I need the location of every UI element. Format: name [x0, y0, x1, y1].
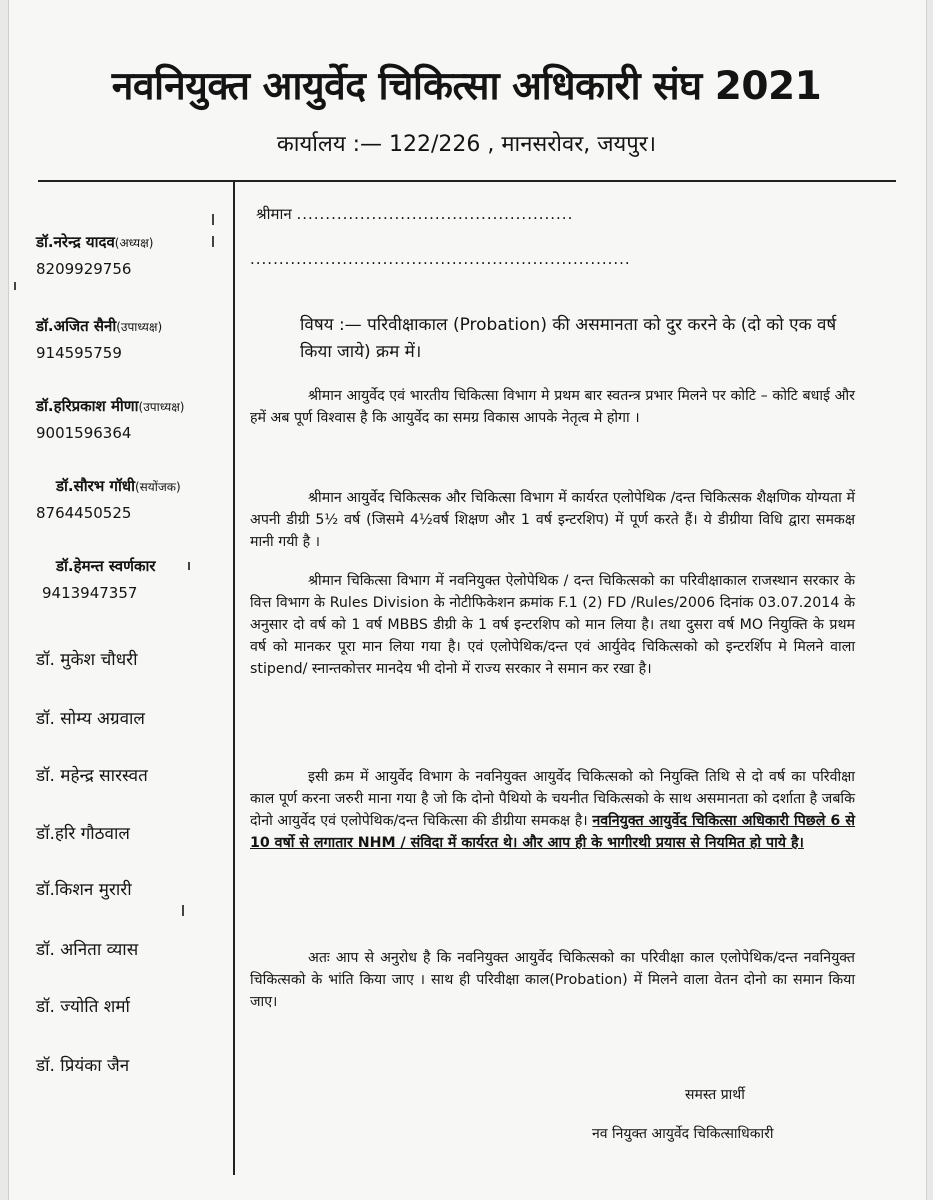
header-divider [38, 180, 896, 182]
member-entry [36, 1053, 129, 1076]
sidebar-divider [233, 180, 235, 1175]
member-name: डॉ. ज्योति शर्मा [36, 997, 130, 1017]
member-role: (अध्यक्ष) [114, 236, 154, 250]
member-entry [36, 316, 162, 362]
closing-signature: नव नियुक्त आयुर्वेद चिकित्साधिकारी [592, 1126, 774, 1142]
member-name: डॉ.किशन मुरारी [36, 880, 132, 900]
paragraph-4: इसी क्रम में आयुर्वेद विभाग के नवनियुक्त आयुर्वेद चिकित्सको को नियुक्ति तिथि से दो वर्ष का परिवीक्षा काल पूर्ण करना जरुरी माना गया है जो कि दोनो पैथियो के चयनीत चिकित्सको के साथ असमानता को दर्शाता है जबकि दोनो आयुर्वेद एवं एलोपेथिक/दन्त चिकित्सा की डीग्रीया समकक्ष है। नवनियुक्त आयुर्वेद चिकित्सा अधिकारी पिछले 6 से 10 वर्षो से लगातार NHM / संविदा में कार्यरत थे। और आप ही के भागीरथी प्रयास से नियमित हो पाये है। [250, 769, 856, 851]
member-name: डॉ. अनिता व्यास [36, 940, 139, 960]
member-name: डॉ.नरेन्द्र यादव(अध्यक्ष) [36, 233, 154, 251]
member-role: (उपाध्यक्ष) [138, 400, 185, 414]
paragraph-5: अतः आप से अनुरोध है कि नवनियुक्त आयुर्वेद चिकित्सको का परिवीक्षा काल एलोपेथिक/दन्त नवनियुक्त चिकित्सको के भांति किया जाए । साथ ही परिवीक्षा काल(Probation) में मिलने वाला वेतन दोनो का समान किया जाए। [250, 950, 855, 1010]
member-role: (उपाध्यक्ष) [116, 320, 163, 334]
member-entry [36, 821, 130, 844]
member-entry [36, 937, 138, 960]
subject-label: विषय :— [300, 315, 362, 335]
office-address: कार्यालय :— 122/226 , मानसरोवर, जयपुर। [276, 132, 657, 157]
paragraph-1: श्रीमान आयुर्वेद एवं भारतीय चिकित्सा विभाग मे प्रथम बार स्वतन्त्र प्रभार मिलने पर कोटि – कोटि बधाई और हमें अब पूर्ण विश्वास है कि आयुर्वेद का समग्र विकास आपके नेतृत्व मे होगा । [250, 388, 855, 426]
member-entry [36, 763, 148, 786]
member-entry [36, 994, 130, 1017]
pen-mark [212, 236, 214, 247]
subject-text: परिवीक्षाकाल (Probation) की असमानता को दुर करने के (दो को एक वर्ष किया जाये) क्रम में। [300, 315, 837, 362]
member-entry [36, 877, 132, 900]
pen-mark [182, 905, 184, 916]
member-role: (सयोंजक) [134, 480, 181, 494]
member-name: डॉ. प्रियंका जैन [36, 1056, 130, 1076]
member-name: डॉ.हरि गौठवाल [36, 824, 130, 844]
member-phone: 914595759 [36, 344, 122, 362]
member-phone: 9413947357 [42, 584, 138, 602]
highlighted-statement: नवनियुक्त आयुर्वेद चिकित्सा अधिकारी पिछले 6 से 10 वर्षो से लगातार NHM / संविदा में कार्यरत थे। और आप ही के भागीरथी प्रयास से नियमित हो पाये है। [250, 813, 856, 851]
member-name: डॉ.हरिप्रकाश मीणा(उपाध्यक्ष) [36, 397, 185, 415]
member-name: डॉ. मुकेश चौधरी [36, 650, 138, 670]
closing-line-1: समस्त प्रार्थी [685, 1087, 745, 1103]
pen-mark [14, 282, 16, 290]
member-name: डॉ.सौरभ गॉधी(सयोंजक) [56, 477, 181, 495]
address-line-2: .................................................................. [250, 250, 631, 268]
salutation: श्रीमान ................................................ [256, 205, 574, 223]
member-name: डॉ. महेन्द्र सारस्वत [36, 766, 148, 786]
pen-mark [188, 562, 190, 570]
member-entry [36, 396, 185, 442]
pen-mark [212, 214, 214, 225]
member-entry [36, 706, 145, 729]
member-phone: 9001596364 [36, 424, 132, 442]
member-entry [36, 647, 138, 670]
member-name: डॉ. सोम्य अग्रवाल [36, 709, 145, 729]
paragraph-3: श्रीमान चिकित्सा विभाग में नवनियुक्त ऐलोपेथिक / दन्त चिकित्सको का परिवीक्षाकाल राजस्थान सरकार के वित्त विभाग के Rules Division के नोटीफिकेशन क्रमांक F.1 (2) FD /Rules/2006 दिनांक 03.07.2014 के अनुसार दो वर्ष को 1 वर्ष MBBS डीग्री के 1 वर्ष इन्टरशिप को मान लिया है। तथा दुसरा वर्ष MO नियुक्ति के प्रथम वर्ष को मानकर पूरा मान लिया गया है। एवं एलोपेथिक/दन्त एवं आर्युवेद चिकित्सको को इन्टरर्शिप मे मिलने वाला stipend/ स्नान्तकोत्तर मानदेय भी दोनो में राज्य सरकार ने समान कर रखा है। [250, 573, 855, 677]
member-phone: 8764450525 [36, 504, 132, 522]
member-entry [36, 476, 181, 522]
address-line-1: ................................................ [296, 205, 574, 223]
letterhead-title: नवनियुक्त आयुर्वेद चिकित्सा अधिकारी संघ 2021 [111, 64, 822, 109]
member-name: डॉ.अजित सैनी(उपाध्यक्ष) [36, 317, 163, 335]
member-phone: 8209929756 [36, 260, 132, 278]
paragraph-2: श्रीमान आयुर्वेद चिकित्सक और चिकित्सा विभाग में कार्यरत एलोपेथिक /दन्त चिकित्सक शैक्षणिक योग्यता में अपनी डीग्री 5½ वर्ष (जिसमे 4½वर्ष शिक्षण और 1 वर्ष इन्टरशिप) में पूर्ण करते हैं। ये डीग्रीया विधि द्वारा समकक्ष मानी गयी है । [250, 490, 856, 550]
member-entry [36, 232, 153, 278]
subject [300, 312, 845, 366]
member-entry [42, 556, 156, 602]
member-name: डॉ.हेमन्त स्वर्णकार [56, 557, 156, 575]
